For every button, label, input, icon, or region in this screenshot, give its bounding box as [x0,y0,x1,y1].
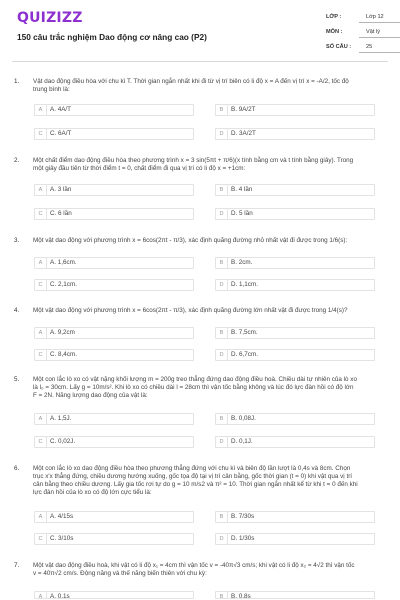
option-letter: B [216,258,228,268]
option-d[interactable] [215,533,375,545]
option-text: B. 7/30s [231,513,255,520]
option-text: C. 6A/T [50,130,72,137]
meta-divider [359,52,400,53]
question-line: Một con lắc lò xo dao động điều hòa theo phương thẳng đứng với chu kì và biên độ lần lượt là 0,4s và 8cm. Chọn [33,465,351,472]
option-a[interactable] [34,413,194,425]
option-text: A. 0,1s [50,593,70,599]
option-c[interactable] [34,436,194,448]
option-a[interactable] [34,257,194,269]
option-text: A. 3 lần [50,186,72,193]
option-text: B. 9A/2T [231,106,256,113]
option-text: B. 7,5cm. [231,329,258,336]
meta-divider [359,22,400,23]
option-letter: B [216,105,228,115]
option-letter: C [35,129,47,139]
question-line: là l₀ = 30cm. Lấy g = 10m/s². Khi lò xo có chiều dài l = 28cm thì vận tốc bằng không và lúc đó lực đàn hồi có độ lớn [33,384,354,392]
option-letter: D [216,280,228,290]
option-c[interactable] [34,128,194,140]
option-text: D. 3A/2T [231,130,256,137]
option-text: A. 9,2cm [50,329,75,336]
question-text [33,376,385,400]
question-line: Một vật dao động điều hoà, khi vật có li độ x₁ = 4cm thì vận tốc v = -40π√3 cm/s; khi vật có li độ x₂ = 4√2 thì vận tốc [33,562,355,569]
option-d[interactable] [215,349,375,361]
meta-subject-label: MÔN : [326,29,343,35]
option-letter: C [35,534,47,544]
option-letter: A [35,105,47,115]
option-text: A. 4/15s [50,513,74,520]
question-text [33,465,385,497]
option-c[interactable] [34,279,194,291]
question-line: Một vật dao động với phương trình x = 6cos(2πt - π/3), xác định quãng đường lớn nhất vật đi được trong 1/4(s)? [33,307,348,314]
option-letter: C [35,350,47,360]
question-number: 2. [14,157,20,164]
question-line: F = 2N. Năng lượng dao động của vật là: [33,392,148,400]
option-a[interactable] [34,511,194,523]
option-d[interactable] [215,128,375,140]
option-letter: A [35,414,47,424]
option-b[interactable] [215,327,375,339]
option-text: C. 8,4cm. [50,351,77,358]
option-c[interactable] [34,533,194,545]
option-text: C. 3/10s [50,535,74,542]
option-letter: A [35,328,47,338]
option-b[interactable] [215,591,375,599]
option-c[interactable] [34,208,194,220]
option-a[interactable] [34,184,194,196]
option-text: D. 1,1cm. [231,281,258,288]
option-letter: A [35,185,47,195]
meta-count-label: SỐ CÂU : [326,44,352,50]
option-a[interactable] [34,104,194,116]
worksheet-header [0,0,400,64]
meta-divider [359,37,400,38]
question-text [33,307,385,315]
question-line: lực đàn hồi của lò xo có độ lớn cực tiểu là: [33,489,152,497]
question-line: một giây đầu tiên từ thời điểm t = 0, chất điểm đi qua vị trí có li độ x = +1cm: [33,165,246,173]
question-line: trung bình là: [33,86,70,94]
question-number: 3. [14,237,20,244]
option-letter: B [216,185,228,195]
option-letter: D [216,209,228,219]
option-text: C. 6 lần [50,210,72,217]
option-b[interactable] [215,257,375,269]
option-d[interactable] [215,208,375,220]
option-text: D. 6,7cm. [231,351,258,358]
option-text: B. 2cm. [231,259,253,266]
option-text: C. 2,1cm. [50,281,77,288]
question-number: 4. [14,307,20,314]
option-c[interactable] [34,349,194,361]
question-line: v = 40π√2 cm/s. Động năng và thế năng biến thiên với chu kỳ: [33,570,207,578]
question-number: 5. [14,376,20,383]
option-b[interactable] [215,104,375,116]
question-line: cân bằng theo chiều dương. Lấy gia tốc rơi tự do g = 10 m/s2 và π² = 10. Thời gian ngắn nhất kể từ khi t = 0 đến khi [33,481,358,489]
option-b[interactable] [215,413,375,425]
question-text [33,562,385,578]
option-letter: C [35,437,47,447]
option-text: A. 4A/T [50,106,71,113]
option-letter: B [216,414,228,424]
option-letter: B [216,592,228,599]
option-a[interactable] [34,327,194,339]
option-text: A. 1,6cm. [50,259,77,266]
option-letter: A [35,258,47,268]
meta-class-value: Lớp 12 [366,14,384,20]
option-letter: B [216,512,228,522]
option-d[interactable] [215,279,375,291]
question-line: Một chất điểm dao động điều hòa theo phương trình x = 3 sin(5πt + π/6)(x tính bằng cm và t tính bằng giây). Trong [33,157,354,164]
option-letter: A [35,512,47,522]
question-number: 7. [14,562,20,569]
question-line: Một vật dao động với phương trình x = 6cos(2πt - π/3), xác định quãng đường nhỏ nhất vật đi được trong 1/6(s): [33,237,348,244]
option-letter: D [216,350,228,360]
quizizz-logo: QUIZIZZ [17,10,83,26]
option-letter: A [35,592,47,599]
question-number: 6. [14,465,20,472]
option-text: A. 1,5J. [50,415,72,422]
option-text: B. 0,8s [231,593,251,599]
option-text: D. 5 lần [231,210,253,217]
option-letter: D [216,534,228,544]
question-text [33,78,385,94]
option-a[interactable] [34,591,194,599]
worksheet-title: 150 câu trắc nghiệm Dao động cơ nâng cao (P2) [17,32,207,42]
question-line: trục x'x thẳng đứng, chiều dương hướng xuống, gốc tọa độ tại vị trí cân bằng, gốc thời gian (t = 0) khi vật qua vị trí [33,473,353,481]
option-text: B. 0,08J. [231,415,256,422]
option-letter: D [216,129,228,139]
header-divider [12,61,388,62]
option-letter: B [216,328,228,338]
option-text: B. 4 lần [231,186,253,193]
option-b[interactable] [215,184,375,196]
question-line: Vật dao động điều hòa với chu kì T. Thời gian ngắn nhất khi đi từ vị trí biên có li độ x = A đến vị trí x = -A/2, tốc độ [33,78,349,85]
meta-count-value: 25 [366,44,373,50]
question-text [33,157,385,173]
option-letter: C [35,209,47,219]
option-text: D. 1/30s [231,535,255,542]
question-text [33,237,385,245]
option-letter: D [216,437,228,447]
option-text: C. 0,02J. [50,438,76,445]
option-d[interactable] [215,436,375,448]
option-b[interactable] [215,511,375,523]
meta-class-label: LỚP : [326,14,342,20]
option-text: D. 0,1J. [231,438,253,445]
option-letter: C [35,280,47,290]
meta-subject-value: Vật lý [366,29,380,35]
question-number: 1. [14,78,20,85]
question-line: Một con lắc lò xo có vật nặng khối lượng m = 200g treo thẳng đứng dao động điều hoà. Chiều dài tự nhiên của lò xo [33,376,357,383]
